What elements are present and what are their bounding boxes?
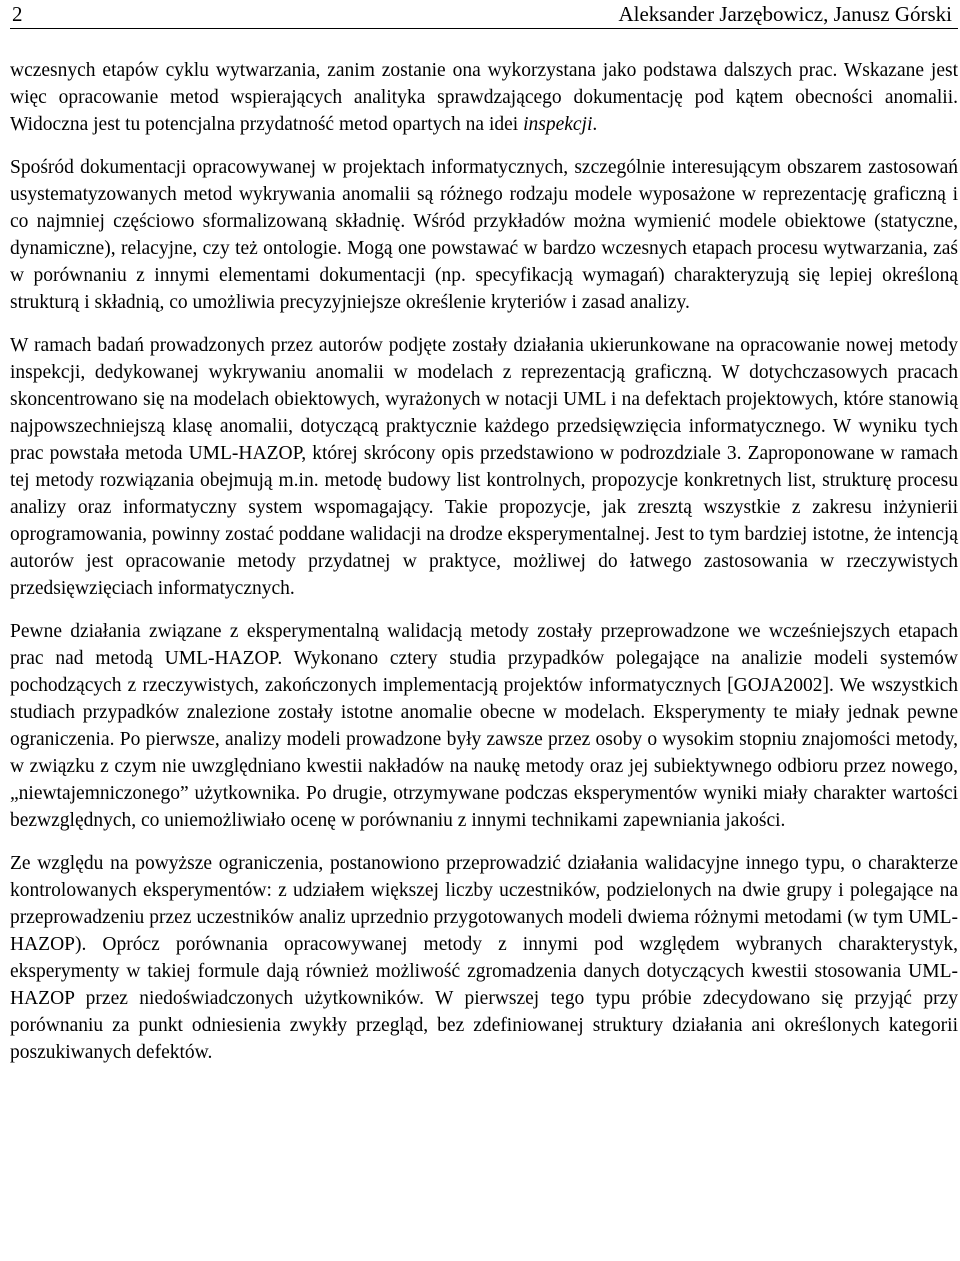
paragraph-1-emphasis: inspekcji	[523, 114, 593, 135]
page-number: 2	[12, 2, 23, 26]
body-text	[10, 57, 958, 1066]
paragraph-5: Ze względu na powyższe ograniczenia, postanowiono przeprowadzić działania walidacyjne innego typu, o charakterze kontrolowanych eksperymentów: z udziałem większej liczby uczestników, podzielonych na dwie grupy i polegające na przeprowadzeniu przez uczestników analiz uprzednio przygotowanych modeli dwiema różnymi metodami (w tym UML-HAZOP). Oprócz porównania opracowywanej metody z innymi pod względem wybranych charakterystyk, eksperymenty w takiej formule dają również możliwość zgromadzenia danych dotyczących kwestii stosowania UML-HAZOP przez niedoświadczonych użytkowników. W pierwszej tego typu próbie zdecydowano się przyjąć przy porównaniu za punkt odniesienia zwykły przegląd, bez zdefiniowanej struktury działania ani określonych kategorii poszukiwanych defektów.	[10, 853, 958, 1063]
paragraph-1	[10, 57, 958, 138]
document-page	[10, 0, 958, 1082]
page-header	[10, 0, 958, 29]
paragraph-2: Spośród dokumentacji opracowywanej w projektach informatycznych, szczególnie interesującym obszarem zastosowań usystematyzowanych metod wykrywania anomalii są różnego rodzaju modele wyposażone w reprezentację graficzną i co najmniej częściowo sformalizowaną składnię. Wśród przykładów można wymienić modele obiektowe (statyczne, dynamiczne), relacyjne, czy też ontologie. Mogą one powstawać w bardzo wczesnych etapach procesu wytwarzania, zaś w porównaniu z innymi elementami dokumentacji (np. specyfikacją wymagań) charakteryzują się lepiej określoną strukturą i składnią, co umożliwia precyzyjniejsze określenie kryteriów i zasad analizy.	[10, 157, 958, 313]
paragraph-1-text: wczesnych etapów cyklu wytwarzania, zanim zostanie ona wykorzystana jako podstawa dalszych prac. Wskazane jest więc opracowanie metod wspierających analityka sprawdzającego dokumentację pod kątem obecności anomalii. Widoczna jest tu potencjalna przydatność metod opartych na idei	[10, 60, 958, 135]
paragraph-4: Pewne działania związane z eksperymentalną walidacją metody zostały przeprowadzone we wcześniejszych etapach prac nad metodą UML-HAZOP. Wykonano cztery studia przypadków polegające na analizie modeli systemów pochodzących z rzeczywistych, zakończonych implementacją projektów informatycznych [GOJA2002]. We wszystkich studiach przypadków znalezione zostały istotne anomalie obecne w modelach. Eksperymenty te miały jednak pewne ograniczenia. Po pierwsze, analizy modeli prowadzone były zawsze przez osoby o wysokim stopniu znajomości metody, w związku z czym nie uwzględniano kwestii nakładów na naukę metody oraz jej subiektywnego odbioru przez nowego, „niewtajemniczonego” użytkownika. Po drugie, otrzymywane podczas eksperymentów wyniki miały charakter wartości bezwzględnych, co uniemożliwiało ocenę w porównaniu z innymi technikami zapewniania jakości.	[10, 621, 958, 831]
paragraph-3: W ramach badań prowadzonych przez autorów podjęte zostały działania ukierunkowane na opracowanie nowej metody inspekcji, dedykowanej wykrywaniu anomalii w modelach z reprezentacją graficzną. W dotychczasowych pracach skoncentrowano się na modelach obiektowych, wyrażonych w notacji UML i na defektach projektowych, które stanowią najpowszechniejszą klasę anomalii, dotyczącą praktycznie każdego przedsięwzięcia informatycznego. W wyniku tych prac powstała metoda UML-HAZOP, której skrócony opis przedstawiono w podrozdziale 3. Zaproponowane w ramach tej metody rozwiązania obejmują m.in. metodę budowy list kontrolnych, propozycje konkretnych list, strukturę procesu analizy oraz informatyczny system wspomagający. Takie propozycje, jak zresztą wszystkie z zakresu inżynierii oprogramowania, powinny zostać poddane walidacji na drodze eksperymentalnej. Jest to tym bardziej istotne, że intencją autorów jest opracowanie metody przydatnej w praktyce, możliwej do łatwego zastosowania w rzeczywistych przedsięwzięciach informatycznych.	[10, 335, 958, 599]
paragraph-1-end: .	[592, 114, 598, 135]
running-head-authors: Aleksander Jarzębowicz, Janusz Górski	[618, 2, 952, 26]
